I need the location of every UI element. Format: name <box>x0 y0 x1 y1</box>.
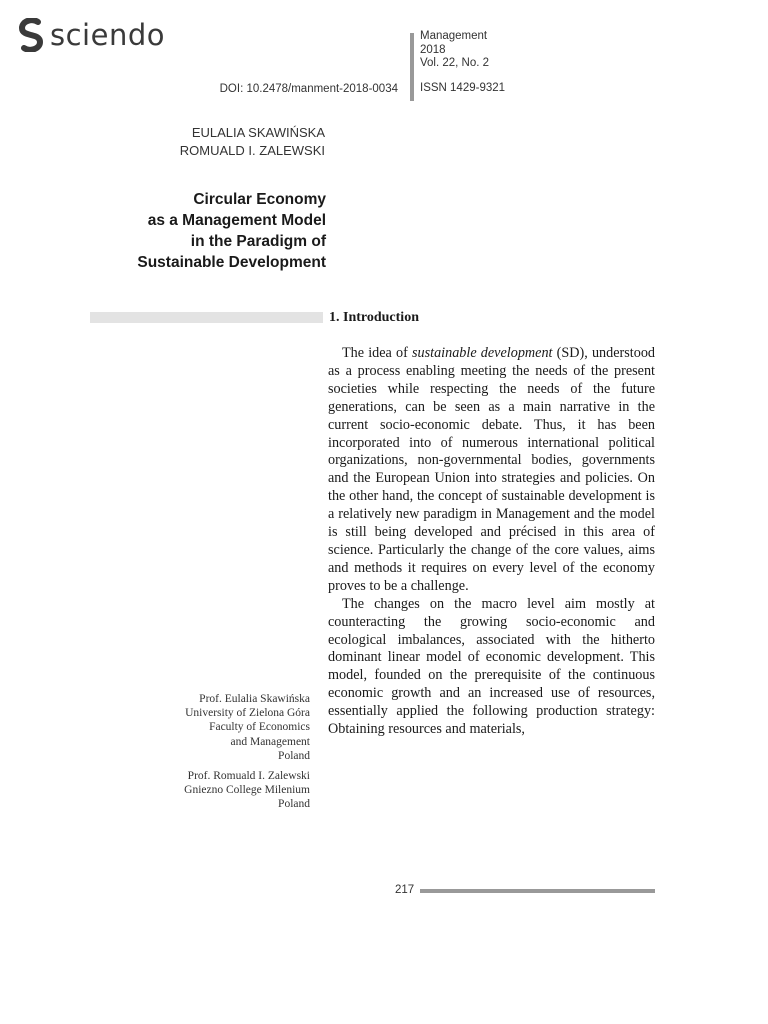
journal-meta <box>420 30 489 71</box>
paper-title <box>60 189 326 273</box>
journal-name: Management <box>420 30 488 42</box>
affiliation-block: Prof. Romuald I. Zalewski Gniezno College Milenium Poland <box>184 770 310 811</box>
journal-year: 2018 <box>420 43 446 56</box>
meta-divider <box>410 33 414 101</box>
sciendo-logo-icon <box>18 18 44 52</box>
doi: DOI: 10.2478/manment-2018-0034 <box>219 83 398 95</box>
affiliations <box>110 692 310 818</box>
title-line: in the Paradigm of <box>190 233 326 250</box>
authors <box>90 124 325 160</box>
title-line: Sustainable Development <box>137 254 326 271</box>
emphasis: sustainable development <box>412 345 553 361</box>
author-name: EULALIA SKAWIŃSKA <box>191 125 325 140</box>
affiliation-block: Prof. Eulalia Skawińska University of Zielona Góra Faculty of Economics and Management Poland <box>185 693 310 762</box>
paragraph: The idea of sustainable development (SD), understood as a process enabling meeting the needs of the present societies while respecting the needs of the future generations, can be seen as a main narrative in the current socio-economic debate. Thus, it has been incorporated into of numerous international political organizations, non-governmental bodies, governments and the European Union into strategies and policies. On the other hand, the concept of sustainable development is a relatively new paradigm in Management and the model is still being developed and précised in this area of science. Particularly the change of the core values, aims and methods it requires on every level of the economy proves to be a challenge. <box>328 345 656 594</box>
sciendo-logo <box>18 18 165 52</box>
logo-text: sciendo <box>50 18 165 52</box>
section-heading: 1. Introduction <box>329 310 419 325</box>
section-bar <box>90 312 323 323</box>
page-number: 217 <box>395 884 415 896</box>
author-name: ROMUALD I. ZALEWSKI <box>179 143 325 158</box>
journal-volume: Vol. 22, No. 2 <box>420 57 490 69</box>
title-line: as a Management Model <box>147 212 326 229</box>
paragraph: The changes on the macro level aim mostly at counteracting the growing socio-economic and ecological imbalances, associated with the hitherto dominant linear model of economic development. This model, founded on the prerequisite of the continuous economic growth and an increased use of resources, essentially applied the following production strategy: Obtaining resources and materials, <box>328 595 655 738</box>
issn: ISSN 1429-9321 <box>420 82 506 94</box>
title-line: Circular Economy <box>193 191 326 208</box>
body-text <box>328 345 655 739</box>
footer-bar <box>420 889 655 893</box>
